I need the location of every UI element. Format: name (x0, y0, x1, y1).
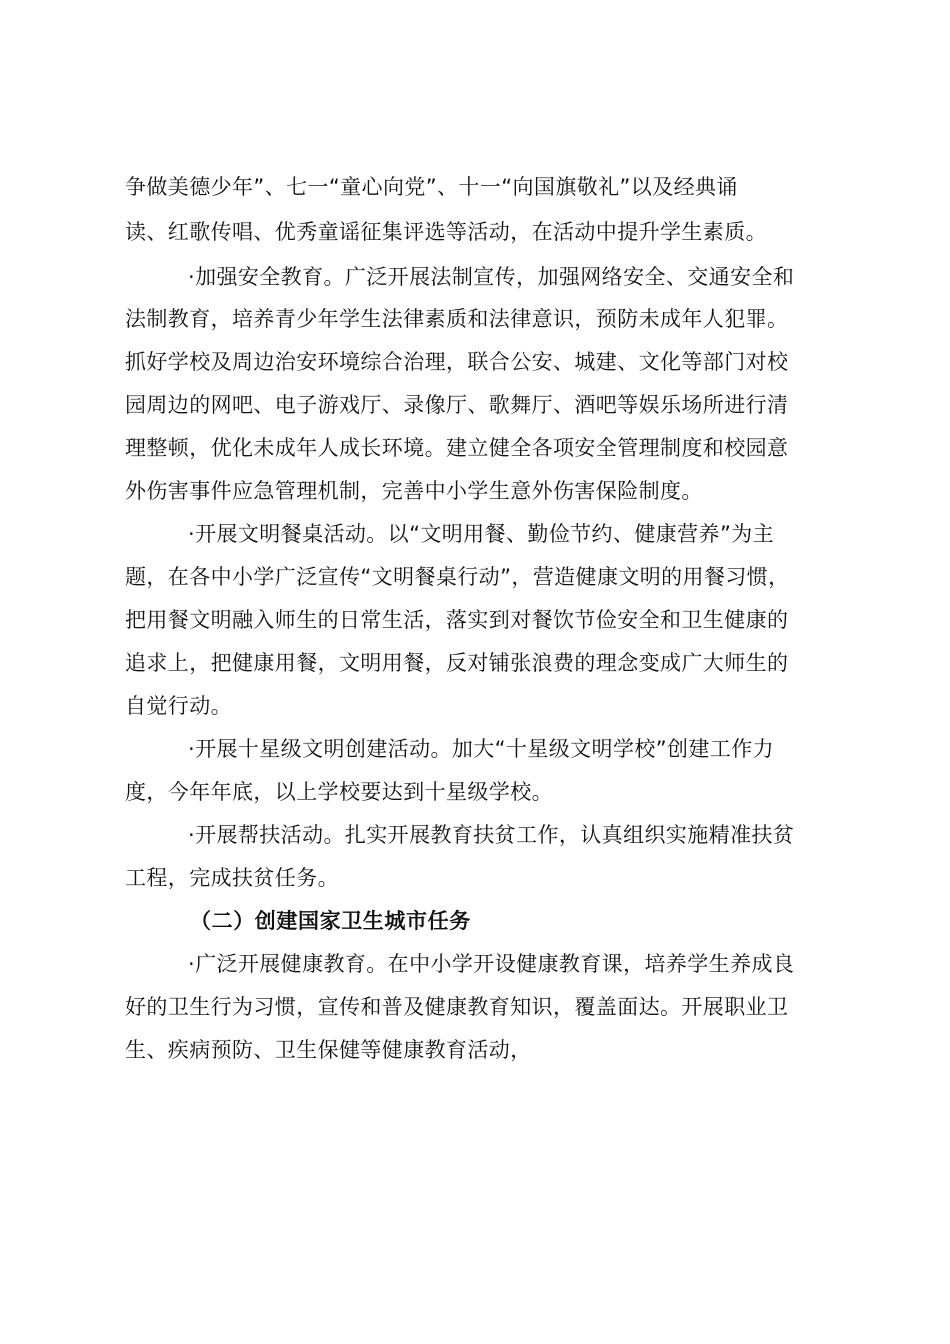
text-line: 外伤害事件应急管理机制，完善中小学生意外伤害保险制度。 (125, 479, 703, 503)
text-line: 工程，完成扶贫任务。 (125, 866, 339, 890)
text-line: 追求上，把健康用餐，文明用餐，反对铺张浪费的理念变成广大师生的 (125, 651, 789, 675)
text-line: 抓好学校及周边治安环境综合治理，联合公安、城建、文化等部门对校 (125, 350, 789, 374)
text-line: 理整顿，优化未成年人成长环境。建立健全各项安全管理制度和校园意 (125, 436, 789, 460)
text-line: 自觉行动。 (125, 694, 232, 718)
text-line: 题，在各中小学广泛宣传“文明餐桌行动”，营造健康文明的用餐习惯， (125, 565, 790, 589)
text-line: 争做美德少年”、七一“童心向党”、十一“向国旗敬礼”以及经典诵 (125, 175, 738, 199)
text-line: ·开展帮扶活动。扎实开展教育扶贫工作，认真组织实施精准扶贫 (188, 823, 795, 847)
text-line: 把用餐文明融入师生的日常生活，落实到对餐饮节俭安全和卫生健康的 (125, 608, 789, 632)
text-line: 读、红歌传唱、优秀童谣征集评选等活动，在活动中提升学生素质。 (125, 220, 767, 244)
text-line: 生、疾病预防、卫生保健等健康教育活动， (125, 1038, 532, 1062)
text-line: ·广泛开展健康教育。在中小学开设健康教育课，培养学生养成良 (188, 952, 795, 976)
text-line: 法制教育，培养青少年学生法律素质和法律意识，预防未成年人犯罪。 (125, 307, 789, 331)
text-line: 好的卫生行为习惯，宣传和普及健康教育知识，覆盖面达。开展职业卫 (125, 995, 789, 1019)
text-line: 度，今年年底，以上学校要达到十星级学校。 (125, 780, 553, 804)
text-line: 园周边的网吧、电子游戏厅、录像厅、歌舞厅、酒吧等娱乐场所进行清 (125, 393, 789, 417)
text-line: ·开展十星级文明创建活动。加大“十星级文明学校”创建工作力 (188, 737, 775, 761)
text-line: ·开展文明餐桌活动。以“文明用餐、勤俭节约、健康营养”为主 (188, 522, 775, 546)
text-line: ·加强安全教育。广泛开展法制宣传，加强网络安全、交通安全和 (188, 265, 795, 289)
section-heading: （二）创建国家卫生城市任务 (190, 909, 471, 933)
